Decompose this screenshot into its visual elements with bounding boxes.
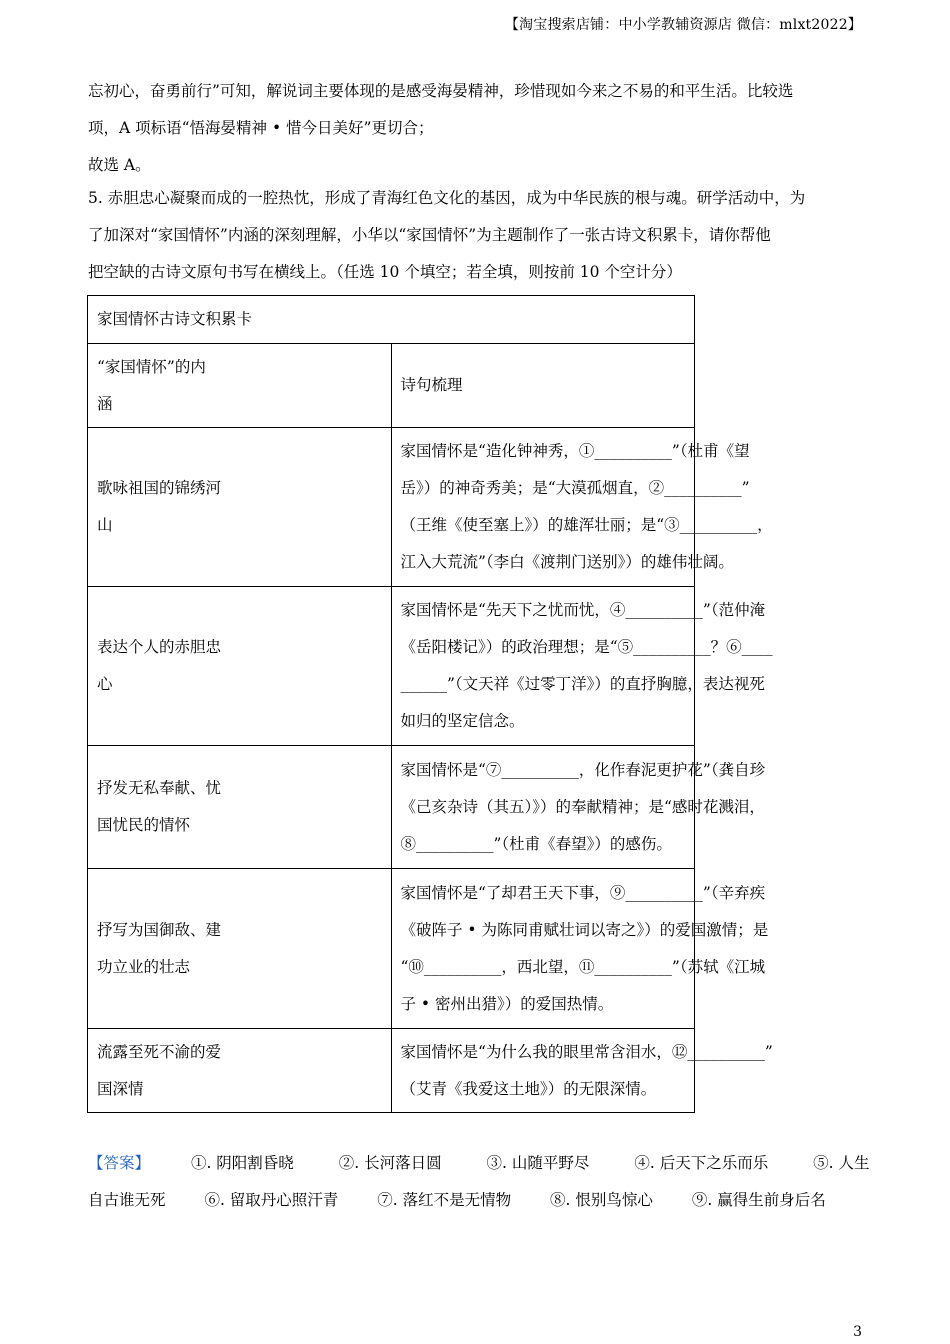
card-header-row — [88, 344, 695, 428]
answer-item: ⑥. 留取丹心照汗青 — [204, 1191, 339, 1209]
row-content — [391, 1029, 773, 1113]
answer-item: 自古谁无死 — [88, 1191, 166, 1209]
page-header: 【淘宝搜索店铺：中小学教辅资源店 微信：mlxt2022】 — [504, 17, 862, 33]
card-title-row — [88, 296, 695, 344]
row-content — [391, 746, 766, 869]
row-content — [391, 587, 773, 746]
header-verses: 诗句梳理 — [391, 344, 695, 428]
card-row — [88, 746, 695, 869]
content-line: 家国情怀是“⑦__________，化作春泥更护花”（龚自珍 — [400, 760, 766, 779]
card-row — [88, 428, 695, 587]
intro-paragraph — [88, 73, 863, 184]
content-line: （艾青《我爱这土地》）的无限深情。 — [400, 1079, 657, 1098]
meaning-line: 抒发无私奉献、忧 — [97, 779, 222, 797]
content-line: ______”（文天祥《过零丁洋》）的直抒胸臆，表达视死 — [400, 675, 765, 693]
meaning-line: 功立业的壮志 — [97, 957, 191, 976]
content-line: 岳》）的神奇秀美；是“大漠孤烟直，②__________” — [400, 479, 750, 497]
row-meaning — [88, 746, 392, 869]
meaning-line: 国忧民的情怀 — [97, 816, 191, 834]
answer-item: ①. 阴阳割昏晓 — [190, 1154, 294, 1172]
question-line: 5. 赤胆忠心凝聚而成的一腔热忱，形成了青海红色文化的基因，成为中华民族的根与魂。研学活动中，为 — [88, 189, 806, 207]
answer-item: ⑦. 落红不是无情物 — [377, 1191, 512, 1209]
content-line: 子 • 密州出猎》）的爱国热情。 — [400, 994, 614, 1013]
row-content — [391, 869, 769, 1029]
content-line: 《破阵子 • 为陈同甫赋壮词以寄之》）的爱国激情；是 — [400, 920, 769, 939]
poetry-accumulation-card — [87, 295, 773, 1113]
row-meaning — [88, 428, 392, 587]
intro-line: 忘初心，奋勇前行”可知，解说词主要体现的是感受海晏精神，珍惜现如今来之不易的和平生活。比较选 — [88, 82, 794, 100]
answer-item: ⑨. 赢得生前身后名 — [691, 1191, 826, 1209]
header-meaning-line: “家国情怀”的内 — [97, 357, 206, 376]
content-line: 如归的坚定信念。 — [400, 712, 525, 730]
meaning-line: 歌咏祖国的锦绣河 — [97, 479, 222, 497]
content-line: “⑩__________，西北望，⑪__________”（苏轼《江城 — [400, 957, 766, 976]
question-line: 了加深对“家国情怀”内涵的深刻理解，小华以“家国情怀”为主题制作了一张古诗文积累卡，请你帮他 — [88, 226, 771, 244]
card-row — [88, 869, 695, 1029]
answer-item: ③. 山随平野尽 — [486, 1154, 590, 1172]
meaning-line: 山 — [97, 516, 113, 534]
question-line: 把空缺的古诗文原句书写在横线上。（任选 10 个填空；若全填，则按前 10 个空计分） — [88, 263, 682, 281]
row-meaning — [88, 587, 392, 746]
meaning-line: 流露至死不渝的爱 — [97, 1042, 222, 1061]
answer-section — [88, 1145, 868, 1219]
content-line: ⑧__________”（杜甫《春望》）的感伤。 — [400, 834, 672, 853]
answer-item: ⑤. 人生 — [813, 1154, 870, 1172]
card-row — [88, 1029, 695, 1113]
content-line: 《己亥杂诗（其五）》）的奉献精神；是“感时花溅泪， — [400, 797, 765, 816]
content-line: 《岳阳楼记》）的政治理想；是“⑤__________？⑥____ — [400, 638, 773, 656]
content-line: 江入大荒流”（李白《渡荆门送别》）的雄伟壮阔。 — [400, 553, 734, 571]
answer-item: ⑧. 恨别鸟惊心 — [550, 1191, 653, 1209]
row-meaning — [88, 869, 392, 1029]
meaning-line: 心 — [97, 675, 113, 693]
answer-line-1 — [88, 1145, 868, 1182]
header-meaning-line: 涵 — [97, 394, 113, 413]
answer-line-2 — [88, 1182, 868, 1219]
card-title: 家国情怀古诗文积累卡 — [88, 296, 695, 344]
meaning-line: 国深情 — [97, 1079, 144, 1098]
answer-item: ②. 长河落日圆 — [338, 1154, 442, 1172]
card-row — [88, 587, 695, 746]
content-line: 家国情怀是“先天下之忧而忧，④__________”（范仲淹 — [400, 601, 766, 619]
row-meaning — [88, 1029, 392, 1113]
question-5 — [88, 180, 863, 291]
content-line: 家国情怀是“造化钟神秀，①__________”（杜甫《望 — [400, 442, 750, 460]
answer-item: ④. 后天下之乐而乐 — [634, 1154, 769, 1172]
header-meaning — [88, 344, 392, 428]
meaning-line: 抒写为国御敌、建 — [97, 920, 222, 939]
intro-line: 项，A 项标语“悟海晏精神 • 惜今日美好”更切合； — [88, 119, 434, 137]
answer-tag: 【答案】 — [88, 1154, 151, 1172]
meaning-line: 表达个人的赤胆忠 — [97, 638, 222, 656]
intro-line: 故选 A。 — [88, 156, 151, 174]
content-line: 家国情怀是“了却君王天下事，⑨__________”（辛弃疾 — [400, 883, 766, 902]
content-line: 家国情怀是“为什么我的眼里常含泪水，⑫__________” — [400, 1042, 773, 1061]
row-content — [391, 428, 773, 587]
content-line: （王维《使至塞上》）的雄浑壮丽；是“③__________， — [400, 516, 773, 534]
page-number: 3 — [853, 1324, 862, 1340]
